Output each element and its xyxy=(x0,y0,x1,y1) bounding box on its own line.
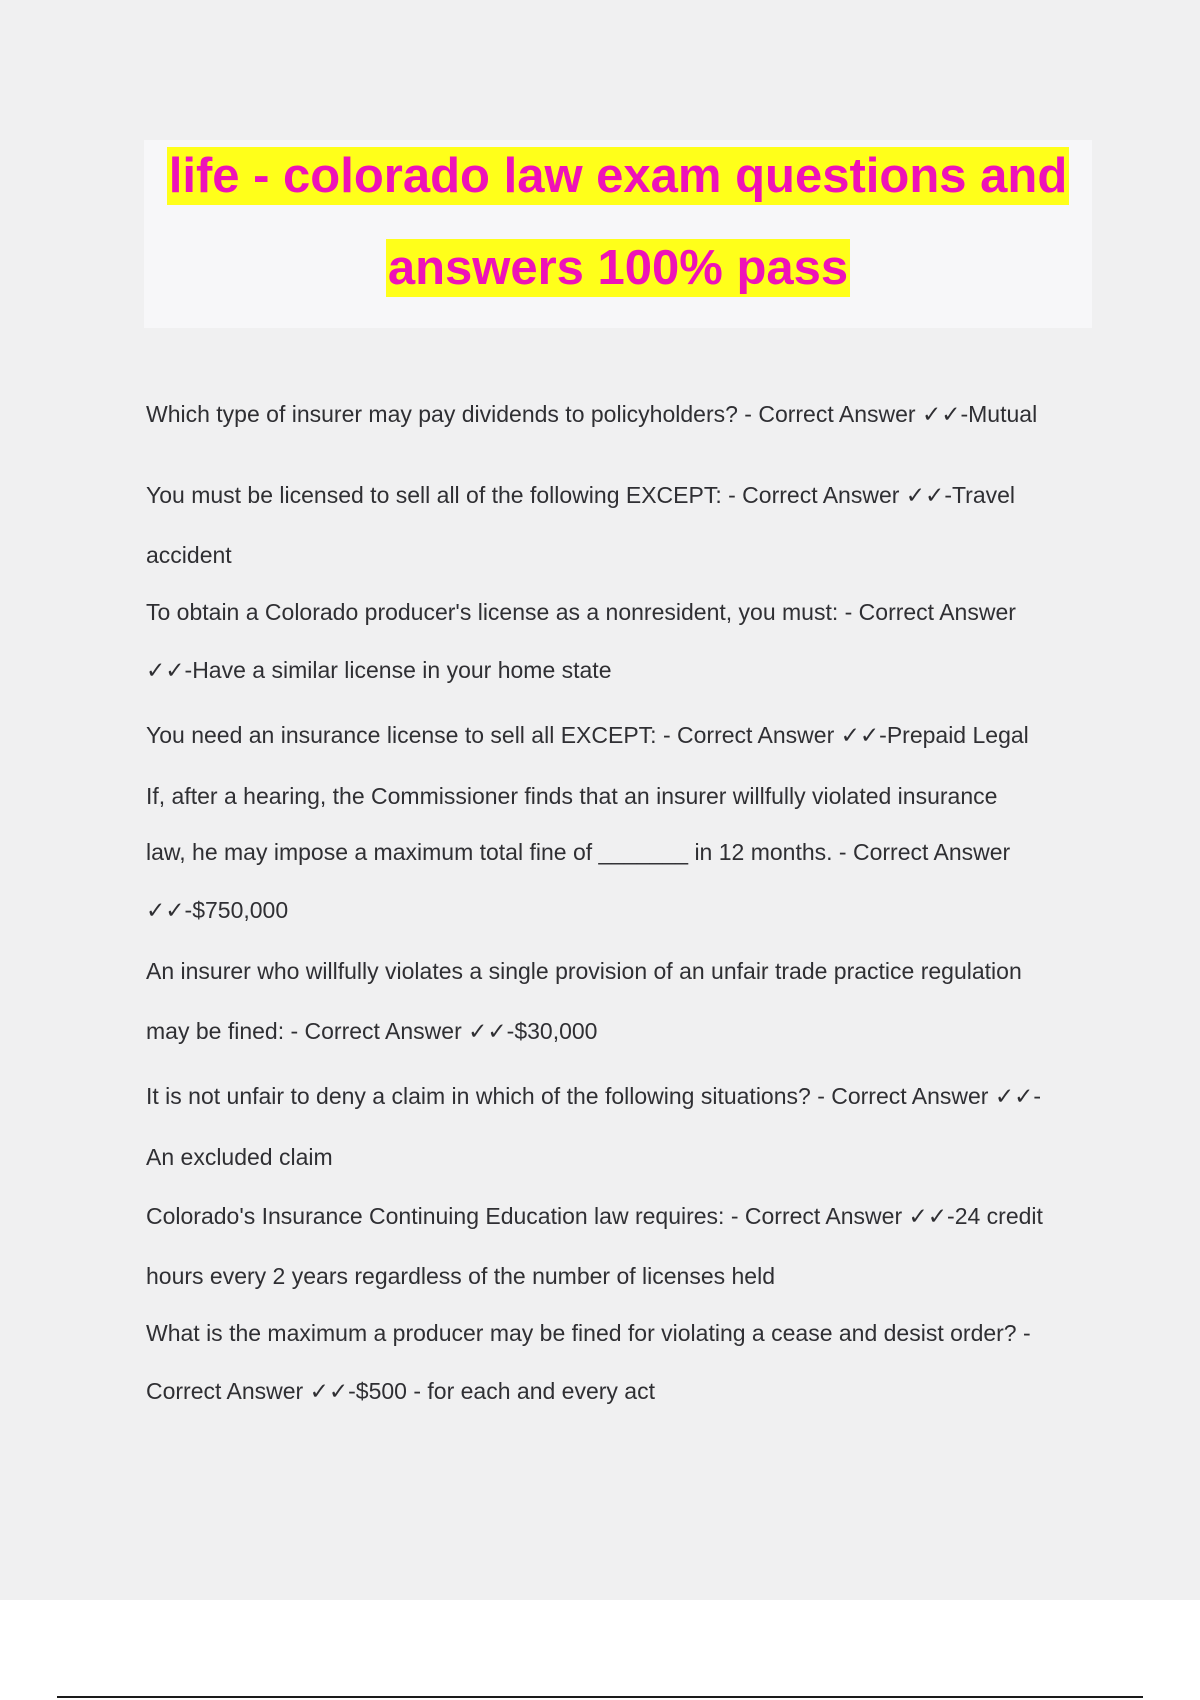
qa-line: It is not unfair to deny a claim in which of the following situations? - Correct Answer ✓✓- xyxy=(146,1083,1042,1109)
qa-line: accident xyxy=(146,542,232,568)
qa-line: What is the maximum a producer may be fined for violating a cease and desist order? - xyxy=(146,1320,1031,1346)
qa-line: An excluded claim xyxy=(146,1144,333,1170)
qa-line: An insurer who willfully violates a single provision of an unfair trade practice regulation xyxy=(146,958,1022,984)
qa-line: If, after a hearing, the Commissioner finds that an insurer willfully violated insurance xyxy=(146,783,998,809)
qa-line: hours every 2 years regardless of the number of licenses held xyxy=(146,1263,775,1289)
qa-line: You must be licensed to sell all of the following EXCEPT: - Correct Answer ✓✓-Travel xyxy=(146,482,1016,508)
document-title-line-2 xyxy=(144,240,1092,296)
document-title-line-1 xyxy=(144,148,1092,204)
title-highlight-1: life - colorado law exam questions and xyxy=(168,149,1068,203)
title-highlight-2: answers 100% pass xyxy=(387,241,849,295)
qa-line: ✓✓-$750,000 xyxy=(146,897,289,923)
footer-divider xyxy=(57,1696,1143,1698)
qa-line: law, he may impose a maximum total fine of _______ in 12 months. - Correct Answer xyxy=(146,839,1011,865)
qa-line: Colorado's Insurance Continuing Education law requires: - Correct Answer ✓✓-24 credit xyxy=(146,1203,1043,1229)
qa-line: Correct Answer ✓✓-$500 - for each and every act xyxy=(146,1378,655,1404)
qa-line: may be fined: - Correct Answer ✓✓-$30,000 xyxy=(146,1018,598,1044)
qa-line: You need an insurance license to sell all EXCEPT: - Correct Answer ✓✓-Prepaid Legal xyxy=(146,722,1029,748)
qa-line: Which type of insurer may pay dividends to policyholders? - Correct Answer ✓✓-Mutual xyxy=(146,401,1038,427)
qa-line: To obtain a Colorado producer's license as a nonresident, you must: - Correct Answer xyxy=(146,599,1016,625)
qa-line: ✓✓-Have a similar license in your home state xyxy=(146,657,612,683)
